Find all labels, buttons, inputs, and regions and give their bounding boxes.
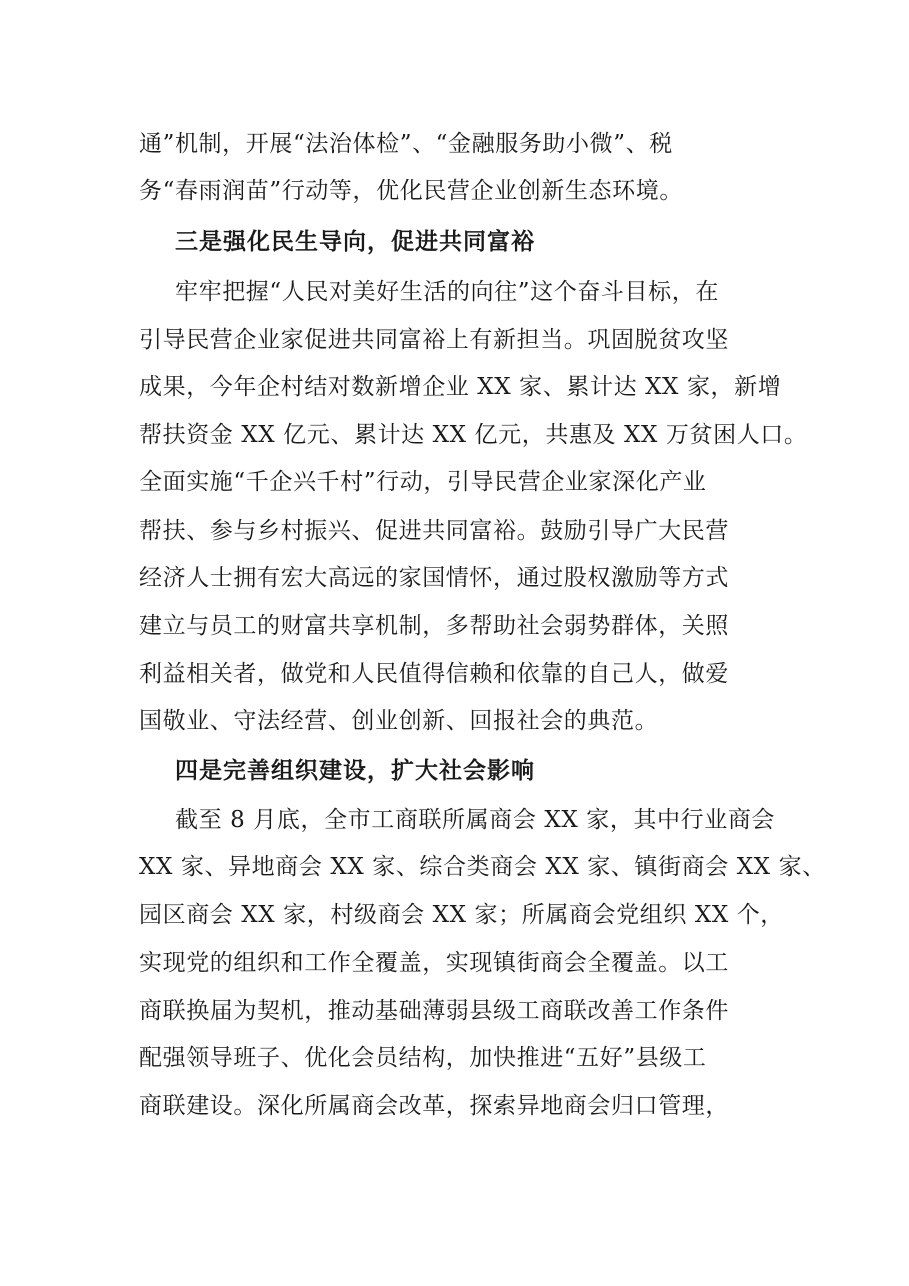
body-line: 建立与员工的财富共享机制，多帮助社会弱势群体，关照 (139, 613, 729, 639)
body-line: 务“春雨润苗”行动等，优化民营企业创新生态环境。 (139, 178, 683, 204)
body-line: 经济人士拥有宏大高远的家国情怀，通过股权激励等方式 (139, 565, 729, 591)
body-line: 商联建设。深化所属商会改革，探索异地商会归口管理， (139, 1093, 729, 1119)
section-heading: 三是强化民生导向，促进共同富裕 (175, 228, 535, 255)
section-heading: 四是完善组织建设，扩大社会影响 (175, 757, 535, 784)
body-line: XX 家、异地商会 XX 家、综合类商会 XX 家、镇街商会 XX 家、 (139, 854, 826, 880)
body-line: 牢牢把握“人民对美好生活的向往”这个奋斗目标，在 (175, 279, 719, 305)
body-line: 配强领导班子、优化会员结构，加快推进“五好”县级工 (139, 1045, 707, 1071)
body-line: 实现党的组织和工作全覆盖，实现镇街商会全覆盖。以工 (139, 950, 729, 976)
body-line: 通”机制，开展“法治体检”、“金融服务助小微”、税 (139, 131, 673, 157)
body-line: 帮扶、参与乡村振兴、促进共同富裕。鼓励引导广大民营 (139, 518, 729, 544)
body-line: 商联换届为契机，推动基础薄弱县级工商联改善工作条件 (139, 998, 729, 1024)
body-line: 帮扶资金 XX 亿元、累计达 XX 亿元，共惠及 XX 万贫困人口。 (139, 422, 808, 448)
body-line: 成果，今年企村结对数新增企业 XX 家、累计达 XX 家，新增 (139, 374, 782, 400)
body-line: 全面实施“千企兴千村”行动，引导民营企业家深化产业 (139, 469, 707, 495)
body-line: 截至 8 月底，全市工商联所属商会 XX 家，其中行业商会 (175, 807, 776, 833)
body-line: 引导民营企业家促进共同富裕上有新担当。巩固脱贫攻坚 (139, 327, 729, 353)
body-line: 国敬业、守法经营、创业创新、回报社会的典范。 (139, 708, 659, 734)
body-line: 利益相关者，做党和人民值得信赖和依靠的自己人，做爱 (139, 661, 729, 687)
body-line: 园区商会 XX 家，村级商会 XX 家；所属商会党组织 XX 个， (139, 902, 784, 928)
